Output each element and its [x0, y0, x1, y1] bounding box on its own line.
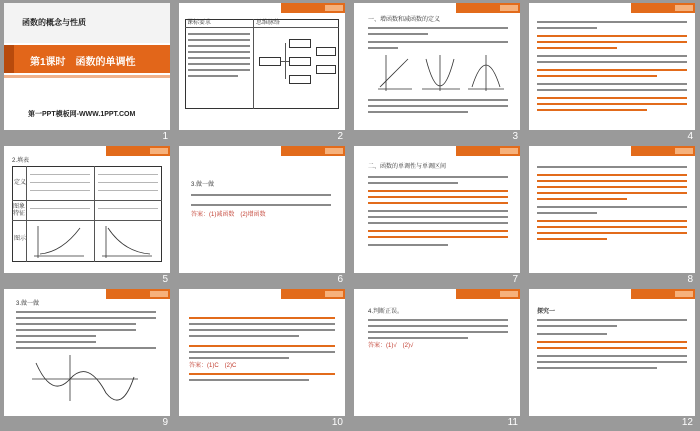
text-line — [16, 329, 136, 331]
text-line-highlight — [368, 236, 508, 238]
text-line-highlight — [368, 230, 508, 232]
slide-3-heading: 一、增函数和减函数的定义 — [368, 17, 441, 23]
slide-banner — [456, 3, 520, 13]
slide-banner — [456, 146, 520, 156]
text-line-highlight — [537, 341, 687, 343]
text-line — [16, 323, 136, 325]
text-line — [368, 176, 508, 178]
text-line — [98, 174, 158, 175]
slide-banner — [281, 289, 345, 299]
text-line — [189, 357, 289, 359]
text-line-highlight — [368, 196, 508, 198]
text-line — [537, 319, 687, 321]
mindmap-node — [289, 39, 311, 48]
slide-number: 5 — [162, 274, 168, 285]
text-line-highlight — [189, 345, 335, 347]
text-line — [189, 379, 309, 381]
text-line — [368, 99, 508, 101]
text-line — [537, 325, 617, 327]
text-line-highlight — [368, 190, 508, 192]
slide-11-thumbnail[interactable] — [354, 289, 520, 416]
slide-12-thumbnail[interactable] — [529, 289, 695, 416]
slide-11-heading: 4.判断正误。 — [368, 309, 404, 315]
slide-11-tile[interactable] — [354, 289, 520, 428]
table-header-line — [185, 27, 339, 28]
slide-1-tile[interactable] — [4, 3, 170, 142]
slide-3-graphs — [376, 53, 506, 93]
text-line — [191, 204, 331, 206]
text-line — [537, 61, 687, 63]
text-line — [30, 190, 90, 191]
slide-12-tile[interactable] — [529, 289, 695, 428]
text-line — [16, 317, 156, 319]
table-row2: 图象特征 — [13, 204, 26, 217]
text-line — [189, 323, 335, 325]
table-row-line — [12, 220, 162, 221]
slide-10-thumbnail[interactable] — [179, 289, 345, 416]
slide-banner — [631, 146, 695, 156]
text-line-highlight — [537, 103, 687, 105]
text-line-highlight — [537, 232, 687, 234]
text-line-highlight — [537, 97, 687, 99]
table-row-line — [12, 200, 162, 201]
slide-10-tile[interactable] — [179, 289, 345, 428]
mindmap-node — [289, 75, 311, 84]
slide-2-thumbnail[interactable] — [179, 3, 345, 130]
slide-banner — [106, 146, 170, 156]
slide-1-title-band — [4, 45, 170, 73]
text-line — [188, 45, 250, 47]
slide-7-thumbnail[interactable] — [354, 146, 520, 273]
slide-number: 6 — [337, 274, 343, 285]
text-line — [191, 194, 331, 196]
text-line-highlight — [189, 317, 335, 319]
slide-6-tile[interactable] — [179, 146, 345, 285]
slide-1-lesson-title: 第1课时 函数的单调性 — [30, 57, 136, 68]
text-line — [537, 206, 687, 208]
slide-1-stripe — [4, 75, 170, 78]
slide-sorter-grid — [4, 3, 696, 428]
text-line — [188, 33, 250, 35]
text-line-highlight — [537, 347, 687, 349]
slide-9-heading: 3.做一做 — [16, 301, 40, 307]
text-line — [368, 325, 508, 327]
text-line — [537, 55, 687, 57]
slide-5-thumbnail[interactable] — [4, 146, 170, 273]
text-line — [30, 208, 90, 209]
text-line-highlight — [537, 69, 687, 71]
slide-number: 12 — [681, 417, 693, 428]
text-line — [98, 208, 158, 209]
slide-4-tile[interactable] — [529, 3, 695, 142]
slide-banner — [106, 289, 170, 299]
text-line — [30, 174, 90, 175]
text-line-highlight — [537, 220, 687, 222]
text-line-highlight — [537, 35, 687, 37]
text-line — [368, 331, 508, 333]
text-line — [188, 57, 250, 59]
text-line-highlight — [537, 47, 617, 49]
text-line-highlight — [537, 174, 687, 176]
text-line — [16, 341, 96, 343]
text-line — [188, 51, 250, 53]
slide-number: 9 — [162, 417, 168, 428]
text-line — [537, 333, 607, 335]
slide-1-unit-title: 函数的概念与性质 — [22, 18, 86, 27]
slide-8-tile[interactable] — [529, 146, 695, 285]
text-line — [368, 337, 468, 339]
slide-12-heading: 探究一 — [537, 309, 556, 315]
slide-9-tile[interactable] — [4, 289, 170, 428]
slide-8-thumbnail[interactable] — [529, 146, 695, 273]
slide-7-tile[interactable] — [354, 146, 520, 285]
text-line — [537, 212, 597, 214]
mindmap-link — [285, 43, 286, 79]
text-line — [16, 347, 156, 349]
slide-number: 7 — [512, 274, 518, 285]
slide-2-tile[interactable] — [179, 3, 345, 142]
text-line-highlight — [537, 109, 647, 111]
text-line-highlight — [537, 75, 657, 77]
text-line-highlight — [537, 198, 627, 200]
slide-4-thumbnail[interactable] — [529, 3, 695, 130]
text-line — [368, 216, 508, 218]
slide-6-answer: 答案：(1)减函数 (2)增函数 — [191, 212, 266, 218]
slide-3-thumbnail[interactable] — [354, 3, 520, 130]
slide-7-heading: 二、函数的单调性与单调区间 — [368, 164, 447, 170]
text-line-highlight — [189, 373, 335, 375]
slide-banner — [281, 146, 345, 156]
text-line — [188, 63, 250, 65]
slide-1-site-text: 第一PPT模板网-WWW.1PPT.COM — [28, 111, 136, 118]
text-line — [189, 329, 335, 331]
text-line — [537, 361, 687, 363]
mindmap-node — [289, 57, 311, 66]
table-row1: 定义 — [14, 180, 27, 186]
text-line — [368, 33, 428, 35]
slide-number: 3 — [512, 131, 518, 142]
slide-banner — [281, 3, 345, 13]
slide-banner — [456, 289, 520, 299]
text-line-highlight — [537, 186, 687, 188]
text-line-highlight — [537, 180, 687, 182]
text-line-highlight — [537, 238, 607, 240]
text-line — [537, 89, 687, 91]
slide-5-heading: 2.填表 — [12, 158, 30, 164]
text-line — [368, 244, 448, 246]
table-col1: 课标要求 — [187, 20, 212, 26]
text-line — [368, 47, 398, 49]
slide-number: 2 — [337, 131, 343, 142]
text-line — [16, 311, 156, 313]
table-divider — [253, 19, 254, 109]
slide-6-heading: 3.做一做 — [191, 182, 215, 188]
slide-number: 1 — [162, 131, 168, 142]
text-line — [188, 39, 250, 41]
text-line — [537, 21, 687, 23]
text-line — [368, 182, 458, 184]
slide-number: 8 — [687, 274, 693, 285]
slide-5-graphs — [32, 224, 162, 260]
text-line — [368, 210, 508, 212]
text-line — [368, 111, 468, 113]
text-line — [368, 319, 508, 321]
slide-number: 4 — [687, 131, 693, 142]
text-line — [537, 83, 687, 85]
text-line — [537, 27, 597, 29]
text-line — [189, 351, 335, 353]
text-line — [98, 190, 158, 191]
text-line — [98, 182, 158, 183]
table-divider — [26, 166, 27, 262]
text-line — [188, 69, 250, 71]
text-line — [368, 105, 508, 107]
slide-number: 11 — [507, 417, 518, 428]
text-line — [16, 335, 96, 337]
table-row3: 图示 — [14, 236, 27, 242]
slide-number: 10 — [331, 417, 343, 428]
slide-10-answer: 答案：(1)C (2)C — [189, 363, 237, 369]
text-line — [368, 27, 508, 29]
text-line — [537, 166, 687, 168]
table-col2: 思维脉络 — [256, 20, 281, 26]
text-line — [368, 222, 508, 224]
slide-banner — [631, 3, 695, 13]
text-line — [368, 41, 508, 43]
slide-11-answer: 答案：(1)√ (2)√ — [368, 343, 414, 349]
slide-3-tile[interactable] — [354, 3, 520, 142]
slide-1-thumbnail[interactable] — [4, 3, 170, 130]
text-line-highlight — [537, 41, 687, 43]
text-line — [537, 355, 687, 357]
text-line — [30, 182, 90, 183]
slide-banner — [631, 289, 695, 299]
text-line-highlight — [368, 202, 508, 204]
text-line — [189, 335, 299, 337]
slide-6-thumbnail[interactable] — [179, 146, 345, 273]
text-line — [188, 75, 238, 77]
mindmap-node — [259, 57, 281, 66]
mindmap-node — [316, 65, 336, 74]
slide-5-tile[interactable] — [4, 146, 170, 285]
text-line-highlight — [537, 192, 687, 194]
text-line — [537, 367, 657, 369]
slide-9-graph — [30, 353, 140, 403]
mindmap-node — [316, 47, 336, 56]
slide-9-thumbnail[interactable] — [4, 289, 170, 416]
text-line-highlight — [537, 226, 687, 228]
